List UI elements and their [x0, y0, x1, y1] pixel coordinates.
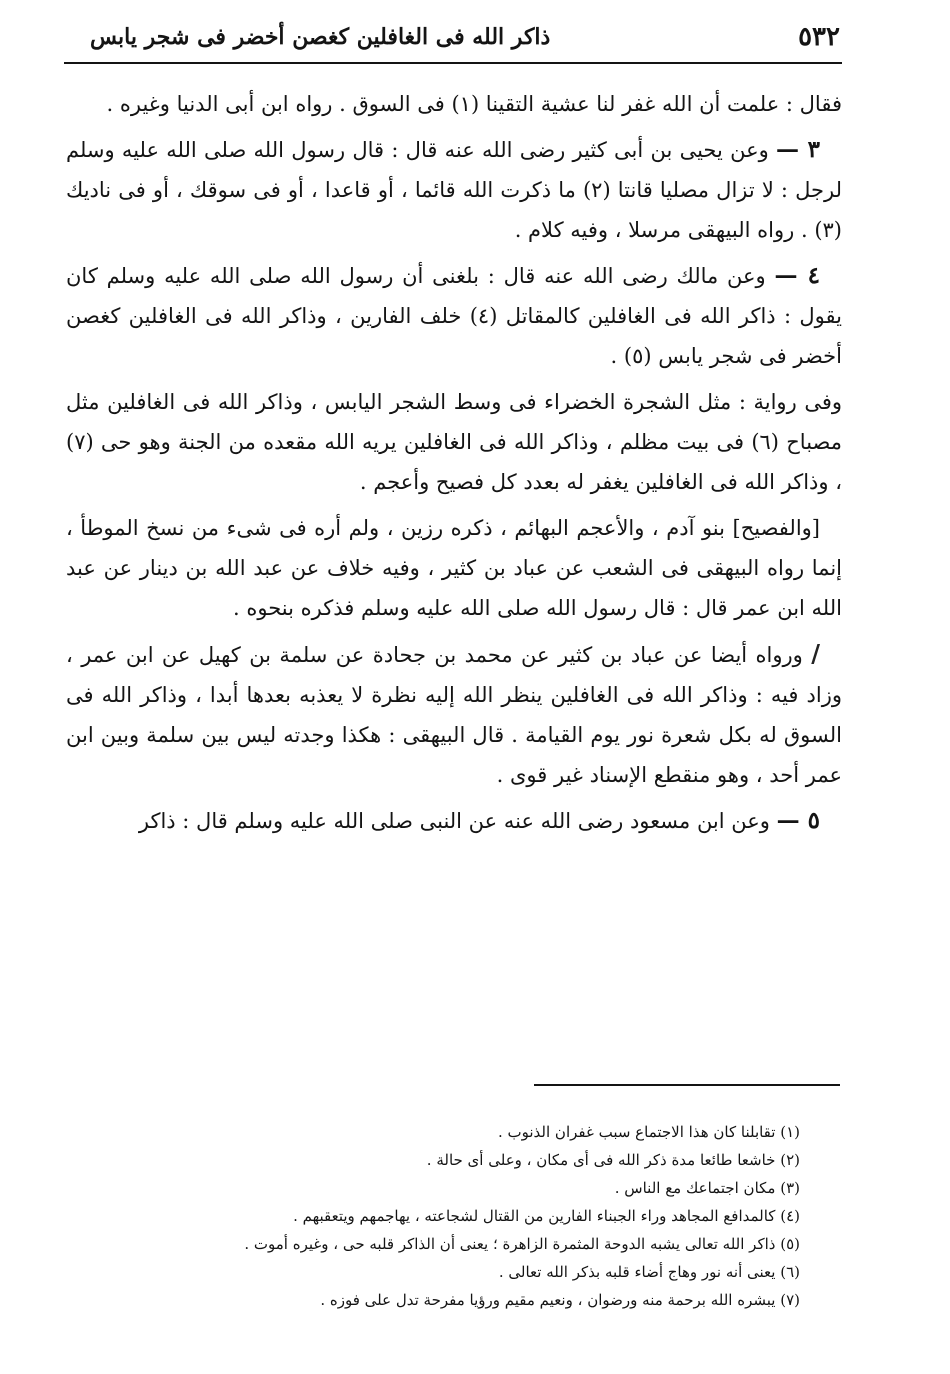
- running-header: [60, 14, 840, 60]
- paragraph-commentary: [66, 508, 842, 628]
- paragraph-additional-narration: [66, 634, 842, 795]
- footnotes: [120, 1118, 800, 1314]
- footnote-3: (٣) مكان اجتماعك مع الناس .: [614, 1179, 800, 1197]
- margin-mark: /: [811, 639, 820, 668]
- hadith-number: ٤ —: [774, 262, 820, 289]
- footnote-rule: [534, 1084, 840, 1086]
- paragraph-text: [والفصيح] بنو آدم ، والأعجم البهائم ، ذكره رزين ، ولم أره فى شىء من نسخ الموطأ ، إنما رواه البيهقى فى الشعب عن عباد بن كثير ، وفيه خلاف عن عبد الله بن دينار عن عبد الله ابن عمر قال : قال رسول الله صلى الله عليه وسلم فذكره بنحوه .: [66, 516, 842, 620]
- paragraph-text: وعن مالك رضى الله عنه قال : بلغنى أن رسول الله صلى الله عليه وسلم كان يقول : ذاكر الله فى الغافلين كالمقاتل (٤) خلف الفارين ، وذاكر الله فى الغافلين كغصن أخضر فى شجر يابس (٥) .: [66, 264, 842, 368]
- paragraph-text: فقال : علمت أن الله غفر لنا عشية التقينا (١) فى السوق . رواه ابن أبى الدنيا وغيره .: [106, 92, 842, 116]
- paragraph-text: ورواه أيضا عن عباد بن كثير عن محمد بن جحادة عن سلمة بن كهيل عن ابن عمر ، وزاد فيه : وذاكر الله فى الغافلين ينظر الله إليه نظرة لا يعذبه بعدها أبدا ، وذاكر الله فى السوق له بكل شعرة نور يوم القيامة . قال البيهقى : هكذا وجدته ليس بين سلمة وبين ابن عمر أحد ، وهو منقطع الإسناد غير قوى .: [66, 643, 842, 787]
- paragraph-text: وعن ابن مسعود رضى الله عنه عن النبى صلى الله عليه وسلم قال : ذاكر: [138, 809, 770, 833]
- paragraph-text: وفى رواية : مثل الشجرة الخضراء فى وسط الشجر اليابس ، وذاكر الله فى الغافلين مثل مصباح (٦) فى بيت مظلم ، وذاكر الله فى الغافلين يريه الله مقعده من الجنة وهو حى (٧) ، وذاكر الله فى الغافلين يغفر له بعدد كل فصيح وأعجم .: [66, 390, 842, 494]
- footnote-6: (٦) يعنى أنه نور وهاج أضاء قلبه بذكر الله تعالى .: [498, 1263, 800, 1281]
- hadith-number: ٥ —: [776, 807, 820, 834]
- page-number: ٥٣٢: [798, 22, 840, 52]
- footnote-1: (١) تقابلنا كان هذا الاجتماع سبب غفران الذنوب .: [497, 1123, 800, 1141]
- hadith-3: [66, 130, 842, 250]
- paragraph-text: وعن يحيى بن أبى كثير رضى الله عنه قال : قال رسول الله صلى الله عليه وسلم لرجل : لا تزال مصليا قانتا (٢) ما ذكرت الله قائما ، أو قاعدا ، أو فى سوقك ، أو فى ناديك (٣) . رواه البيهقى مرسلا ، وفيه كلام .: [66, 138, 843, 242]
- paragraph-riwaya: [66, 382, 842, 502]
- footnote-4: (٤) كالمدافع المجاهد وراء الجبناء الفارين من القتال لشجاعته ، يهاجمهم ويتعقبهم .: [293, 1207, 800, 1225]
- header-rule: [64, 62, 842, 64]
- running-title: ذاكر الله فى الغافلين كغصن أخضر فى شجر يابس: [90, 24, 551, 50]
- hadith-4: [66, 256, 842, 376]
- paragraph-continuation: [66, 84, 842, 124]
- footnote-7: (٧) يبشره الله برحمة منه ورضوان ، ونعيم مقيم ورؤيا مفرحة تدل على فوزه .: [320, 1291, 800, 1309]
- hadith-number: ٣ —: [776, 136, 820, 163]
- hadith-5: [66, 801, 842, 841]
- footnote-2: (٢) خاشعا طائعا مدة ذكر الله فى أى مكان ، وعلى أى حالة .: [426, 1151, 800, 1169]
- footnote-5: (٥) ذاكر الله تعالى يشبه الدوحة المثمرة الزاهرة ؛ يعنى أن الذاكر قلبه حى ، وغيره أموت .: [244, 1235, 800, 1253]
- main-text: [66, 84, 842, 847]
